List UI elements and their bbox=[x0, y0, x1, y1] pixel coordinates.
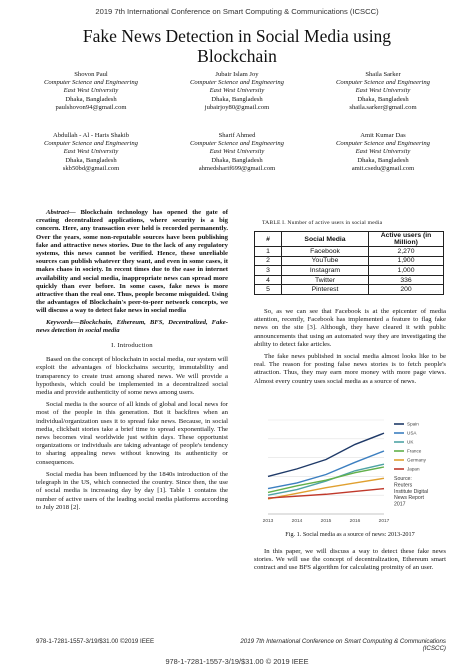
figure-caption: Fig. 1. Social media as a source of news: 2013-2017 bbox=[285, 531, 415, 538]
author-email: shaila.sarker@gmail.com bbox=[349, 103, 417, 111]
table-cell: 4 bbox=[255, 275, 282, 285]
legend-label: USA bbox=[407, 430, 417, 436]
right-column-lower bbox=[254, 548, 446, 577]
table-header-cell: Social Media bbox=[282, 232, 369, 247]
author-city: Dhaka, Bangladesh bbox=[357, 95, 409, 103]
author-email: jubairjoy80@gmail.com bbox=[204, 103, 270, 111]
author-dept: Computer Science and Engineering bbox=[336, 140, 430, 148]
legend-label: UK bbox=[407, 439, 414, 445]
table-header-cell: # bbox=[255, 232, 282, 247]
table-cell: 1,000 bbox=[369, 266, 444, 276]
table-cell: 3 bbox=[255, 266, 282, 276]
table-caption: TABLE I. Number of active users in social media bbox=[262, 220, 383, 226]
author-dept: Computer Science and Engineering bbox=[336, 79, 430, 87]
author-city: Dhaka, Bangladesh bbox=[65, 156, 117, 164]
right-column bbox=[254, 308, 446, 390]
x-tick-label: 2017 bbox=[378, 519, 390, 524]
author-city: Dhaka, Bangladesh bbox=[211, 95, 263, 103]
author-block bbox=[162, 132, 312, 173]
author-name: Shovon Paul bbox=[74, 71, 108, 78]
author-name: Sharif Ahmed bbox=[218, 132, 256, 139]
page-footer-bottom: 978-1-7281-1557-3/19/$31.00 © 2019 IEEE bbox=[165, 657, 309, 666]
news-source-line-chart bbox=[254, 414, 448, 526]
abstract-label: Abstract— bbox=[46, 209, 76, 216]
author-block bbox=[308, 132, 458, 173]
title-line-1: Fake News Detection in Social Media using bbox=[82, 26, 392, 46]
author-email: ahmedsharif699@gmail.com bbox=[198, 164, 276, 172]
author-dept: Computer Science and Engineering bbox=[44, 140, 138, 148]
table-cell: 200 bbox=[369, 285, 444, 295]
table-cell: 336 bbox=[369, 275, 444, 285]
series-line-france bbox=[268, 467, 384, 492]
author-dept: Computer Science and Engineering bbox=[190, 140, 284, 148]
keywords: Keywords—Blockchain, Ethereum, BFS, Decentralized, Fake-news detection in social media bbox=[36, 318, 228, 334]
author-name: Abdullah - Al - Haris Shakib bbox=[52, 132, 129, 139]
author-university: East West University bbox=[355, 87, 411, 95]
body-paragraph: Based on the concept of blockchain in social media, our system will exploit the advantages of blockchains security, immutability and transparency to create trust among shared news. We will provide a hypothesis, which could be implemented in a decentralized social media and provide authenticity of some news among users. bbox=[36, 356, 229, 397]
author-university: East West University bbox=[209, 87, 265, 95]
author-dept: Computer Science and Engineering bbox=[190, 79, 284, 87]
author-university: East West University bbox=[63, 148, 119, 156]
author-email: amit.csedu@gmail.com bbox=[351, 164, 415, 172]
author-name: Shaila Sarker bbox=[365, 71, 401, 78]
chart-source-label: News Report bbox=[394, 495, 424, 502]
table-cell: Instagram bbox=[282, 266, 369, 276]
table-row bbox=[255, 256, 444, 266]
table-cell: Pinterest bbox=[282, 285, 369, 295]
author-university: East West University bbox=[355, 148, 411, 156]
table-cell: YouTube bbox=[282, 256, 369, 266]
title-line-2: Blockchain bbox=[197, 46, 277, 66]
conference-header: 2019 7th International Conference on Smart Computing & Communications (ICSCC) bbox=[95, 7, 379, 16]
author-name: Amit Kumar Das bbox=[360, 132, 406, 139]
table-cell: Facebook bbox=[282, 247, 369, 257]
body-paragraph: Social media is the source of all kinds of global and local news for most of the people in this generation. But it backfires when an individual/organization uses it to spread fake news. Because, in social media, clickbait stories take a brief time to spread exponentially. The news becomes viral worldwide just within days. These opportunist organizations or individuals are taking advantage of people's tendency to sharing appealing news without knowing its authenticity or consequences. bbox=[36, 401, 228, 466]
chart-source-label: Reuters bbox=[394, 482, 413, 489]
table-cell: Twitter bbox=[282, 275, 369, 285]
body-paragraph: The fake news published in social media almost looks like to be real. The reason for posting false news stories is to fetch people's attraction. Thus, they may earn more money with more page views. Almost every country uses social media as a source of news. bbox=[254, 353, 446, 385]
author-city: Dhaka, Bangladesh bbox=[211, 156, 263, 164]
legend-label: Germany bbox=[407, 457, 426, 463]
abstract-text: Blockchain technology has opened the gate of creating decentralized applications, where security is a big concern. Here, any transaction ever held is recorded permanently. Over the years, some non-reputable sources have been publishing fake and attractive news stories. Due to the lack of any regulatory systems, this news cannot be verified. Hence, these unreliable sources can publish whatever they want, and even in some cases, it makes chaos in society. In recent times due to the ease in internet availability and social media, inappropriate news can spread more quickly than ever before. In some cases, fake news is more attractive than the real one. Thus, people become misguided. Using the advantages of Blockchain's peer-to-peer network concepts, we will discuss a way to detect fake news in social media bbox=[36, 209, 228, 315]
author-city: Dhaka, Bangladesh bbox=[357, 156, 409, 164]
section-heading-introduction: I. Introduction bbox=[111, 342, 153, 350]
author-city: Dhaka, Bangladesh bbox=[65, 95, 117, 103]
left-column bbox=[36, 209, 228, 516]
author-block bbox=[16, 71, 166, 112]
table-cell: 5 bbox=[255, 285, 282, 295]
table-cell: 1,900 bbox=[369, 256, 444, 266]
table-cell: 1 bbox=[255, 247, 282, 257]
x-tick-label: 2015 bbox=[320, 519, 332, 524]
table-cell: 2 bbox=[255, 256, 282, 266]
x-tick-label: 2013 bbox=[262, 519, 274, 524]
table-header-row bbox=[255, 232, 444, 247]
x-tick-label: 2016 bbox=[349, 519, 361, 524]
author-name: Jubair Islam Joy bbox=[215, 71, 259, 78]
table-row bbox=[255, 285, 444, 295]
table-header-cell: Active users (in Million) bbox=[369, 232, 444, 247]
author-email: skb50bd@gmail.com bbox=[62, 164, 120, 172]
author-block bbox=[162, 71, 312, 112]
author-university: East West University bbox=[209, 148, 265, 156]
abstract bbox=[36, 209, 228, 316]
legend-label: Japan bbox=[407, 466, 420, 472]
table-row bbox=[255, 275, 444, 285]
paper-title bbox=[20, 26, 454, 66]
author-dept: Computer Science and Engineering bbox=[44, 79, 138, 87]
author-university: East West University bbox=[63, 87, 119, 95]
footer-copyright: 978-1-7281-1557-3/19/$31.00 ©2019 IEEE bbox=[36, 638, 155, 645]
chart-source-label: 2017 bbox=[394, 501, 406, 508]
table-row bbox=[255, 266, 444, 276]
body-paragraph: In this paper, we will discuss a way to detect these fake news stories. We will use the concept of decentralization, Ethereum smart contract and use BFS algorithm for calculating proimity of an user. bbox=[254, 548, 446, 572]
x-tick-label: 2014 bbox=[291, 519, 303, 524]
chart-source-label: Source: bbox=[394, 476, 412, 482]
author-block bbox=[16, 132, 166, 173]
series-line-japan bbox=[268, 489, 384, 498]
active-users-table bbox=[254, 231, 444, 295]
body-paragraph: So, as we can see that Facebook is at the epicenter of media attention, recently, Facebook has implemented a feature to flag fake news on the site [3]. Although, they have cleared it with public announcements that using an automated way they are investigating the ability to detect fake articles. bbox=[254, 308, 446, 348]
table-cell: 2,270 bbox=[369, 247, 444, 257]
chart-source-label: Institute Digital bbox=[394, 488, 429, 495]
table-row bbox=[255, 247, 444, 257]
author-block bbox=[308, 71, 458, 112]
legend-label: France bbox=[407, 448, 422, 454]
body-paragraph: Social media has been influenced by the 1840s introduction of the telegraph in the US, which connected the country. Since then, the use of social media is increasing day by day [1]. Table 1 contains the number of active users of the leading social media platforms according to July 2018 [2]. bbox=[36, 470, 228, 511]
footer-conference: 2019 7th International Conference on Smart Computing & Communications (ICSCC) bbox=[240, 638, 446, 652]
author-email: paulshovon94@gmail.com bbox=[55, 103, 127, 111]
legend-label: Spain bbox=[407, 421, 419, 427]
